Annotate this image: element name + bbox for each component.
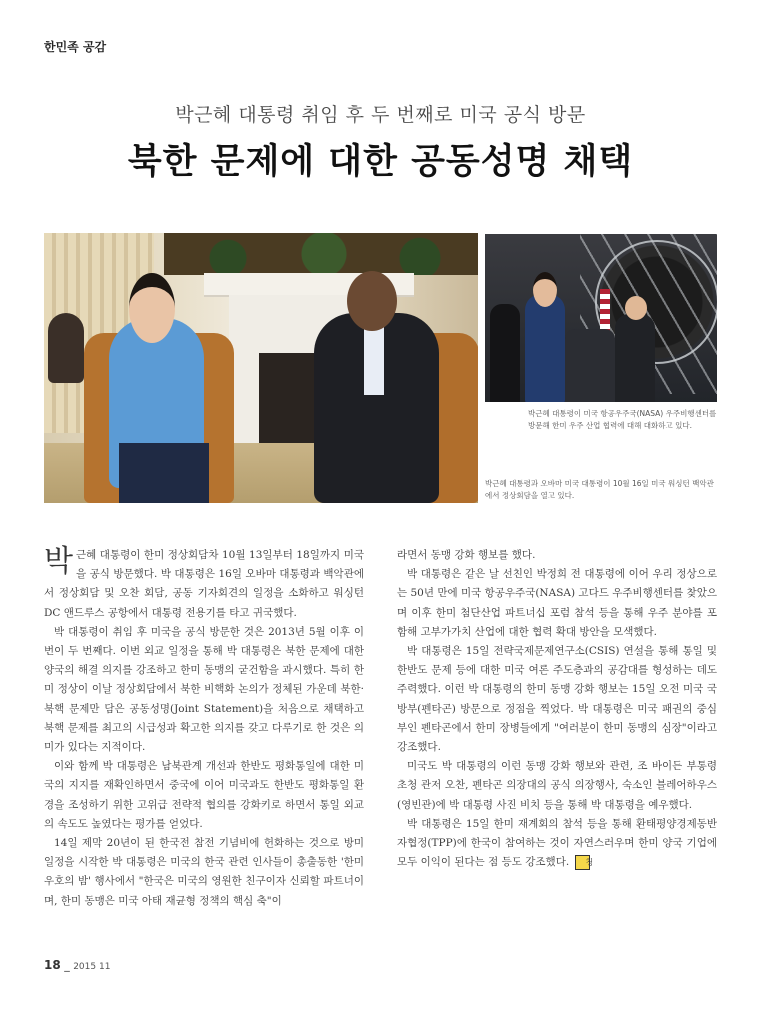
caption-nasa-photo: 박근혜 대통령이 미국 항공우주국(NASA) 우주비행센터를 방문해 한미 우주 산업 협력에 대해 대화하고 있다. — [528, 409, 717, 430]
article-column-right — [397, 546, 717, 872]
article-paragraph: 박 대통령은 같은 날 선친인 박정희 전 대통령에 이어 우리 정상으로는 50년 만에 미국 항공우주국(NASA) 고다드 우주비행센터를 찾았으며 이후 한미 첨단산업 파트너십 포럼 참석 등을 통해 우주 분야를 포함해 고부가가치 산업에 대한 협력 확대 방안을 모색했다. — [397, 568, 717, 638]
article-paragraph: 이와 함께 박 대통령은 남북관계 개선과 한반도 평화통일에 대한 미국의 지지를 재확인하면서 중국에 이어 미국과도 한반도 평화통일 환경을 조성하기 위한 고위급 전략적 협의를 강화키로 하면서 통일 외교의 속도도 높였다는 평가를 얻었다. — [44, 760, 364, 830]
article-paragraph: 미국도 박 대통령의 이런 동맹 강화 행보와 관련, 조 바이든 부통령 초청 관저 오찬, 펜타곤 의장대의 공식 의장행사, 숙소인 블레어하우스(영빈관)에 박 대통령 사진 비치 등을 통해 박 대통령을 예우했다. — [397, 760, 717, 811]
page-number: 18 — [44, 958, 61, 972]
article-column-left — [44, 546, 364, 911]
article-paragraph: 라면서 동맹 강화 행보를 했다. — [397, 549, 536, 561]
article-paragraph: 박 대통령이 취임 후 미국을 공식 방문한 것은 2013년 5월 이후 이번이 두 번째다. 이번 외교 일정을 통해 박 대통령은 북한 문제에 대한 양국의 해결 의지를 강조하고 한미 동맹의 굳건함을 과시했다. 특히 한미 정상이 이날 정상회담에서 북한 비핵화 논의가 정체된 가운데 북한·북핵 문제만 담은 공동성명(Joint Statement)을 처음으로 채택하고 북핵 문제를 최고의 시급성과 확고한 의지를 갖고 다루기로 한 것은 의미가 있다는 지적이다. — [44, 625, 364, 754]
page-footer — [44, 958, 110, 972]
end-mark-icon: 청 — [575, 855, 590, 870]
article-paragraph: 박근혜 대통령이 한미 정상회담차 10월 13일부터 18일까지 미국을 공식 방문했다. 박 대통령은 16일 오바마 대통령과 백악관에서 정상회담 및 오찬 회담, 공동 기자회견의 일정을 소화하고 워싱턴DC 앤드루스 공항에서 대통령 전용기를 타고 귀국했다. — [44, 544, 364, 619]
article-subtitle: 박근혜 대통령 취임 후 두 번째로 미국 공식 방문 — [175, 104, 586, 126]
footer-separator: _ — [64, 959, 70, 972]
section-label: 한민족 공감 — [44, 40, 107, 54]
article-paragraph: 박 대통령은 15일 한미 재계회의 참석 등을 통해 환태평양경제동반자협정(TPP)에 한국이 참여하는 것이 자연스러우며 한미 양국 기업에 모두 이익이 된다는 점 등도 강조했다. 청 — [397, 817, 717, 869]
caption-summit-photo: 박근혜 대통령과 오바마 미국 대통령이 10월 16일 미국 워싱턴 백악관에서 정상회담을 열고 있다. — [485, 479, 714, 500]
article-paragraph: 14일 제막 20년이 된 한국전 참전 기념비에 헌화하는 것으로 방미 일정을 시작한 박 대통령은 미국의 한국 관련 인사들이 총출동한 '한미 우호의 밤' 행사에서 "한국은 미국의 영원한 친구이자 신뢰할 파트너이며, 한미 동맹은 미국 아태 재균형 정책의 핵심 축"이 — [44, 837, 364, 907]
article-paragraph: 박 대통령은 15일 전략국제문제연구소(CSIS) 연설을 통해 통일 및 한반도 문제 등에 대한 미국 여론 주도층과의 공감대를 형성하는 데도 주력했다. 이런 박 대통령의 한미 동맹 강화 행보는 15일 오전 미국 국방부(펜타곤) 방문으로 정점을 찍었다. 박 대통령은 미국 패권의 중심부인 펜타곤에서 한미 장병들에게 "여러분이 한미 동맹의 심장"이라고 강조했다. — [397, 645, 717, 754]
photo-nasa-visit — [485, 234, 717, 402]
article-title: 북한 문제에 대한 공동성명 채택 — [127, 142, 634, 182]
issue-date: 2015 11 — [73, 962, 111, 972]
drop-cap: 박 — [44, 544, 73, 579]
photo-summit-meeting — [44, 233, 478, 503]
